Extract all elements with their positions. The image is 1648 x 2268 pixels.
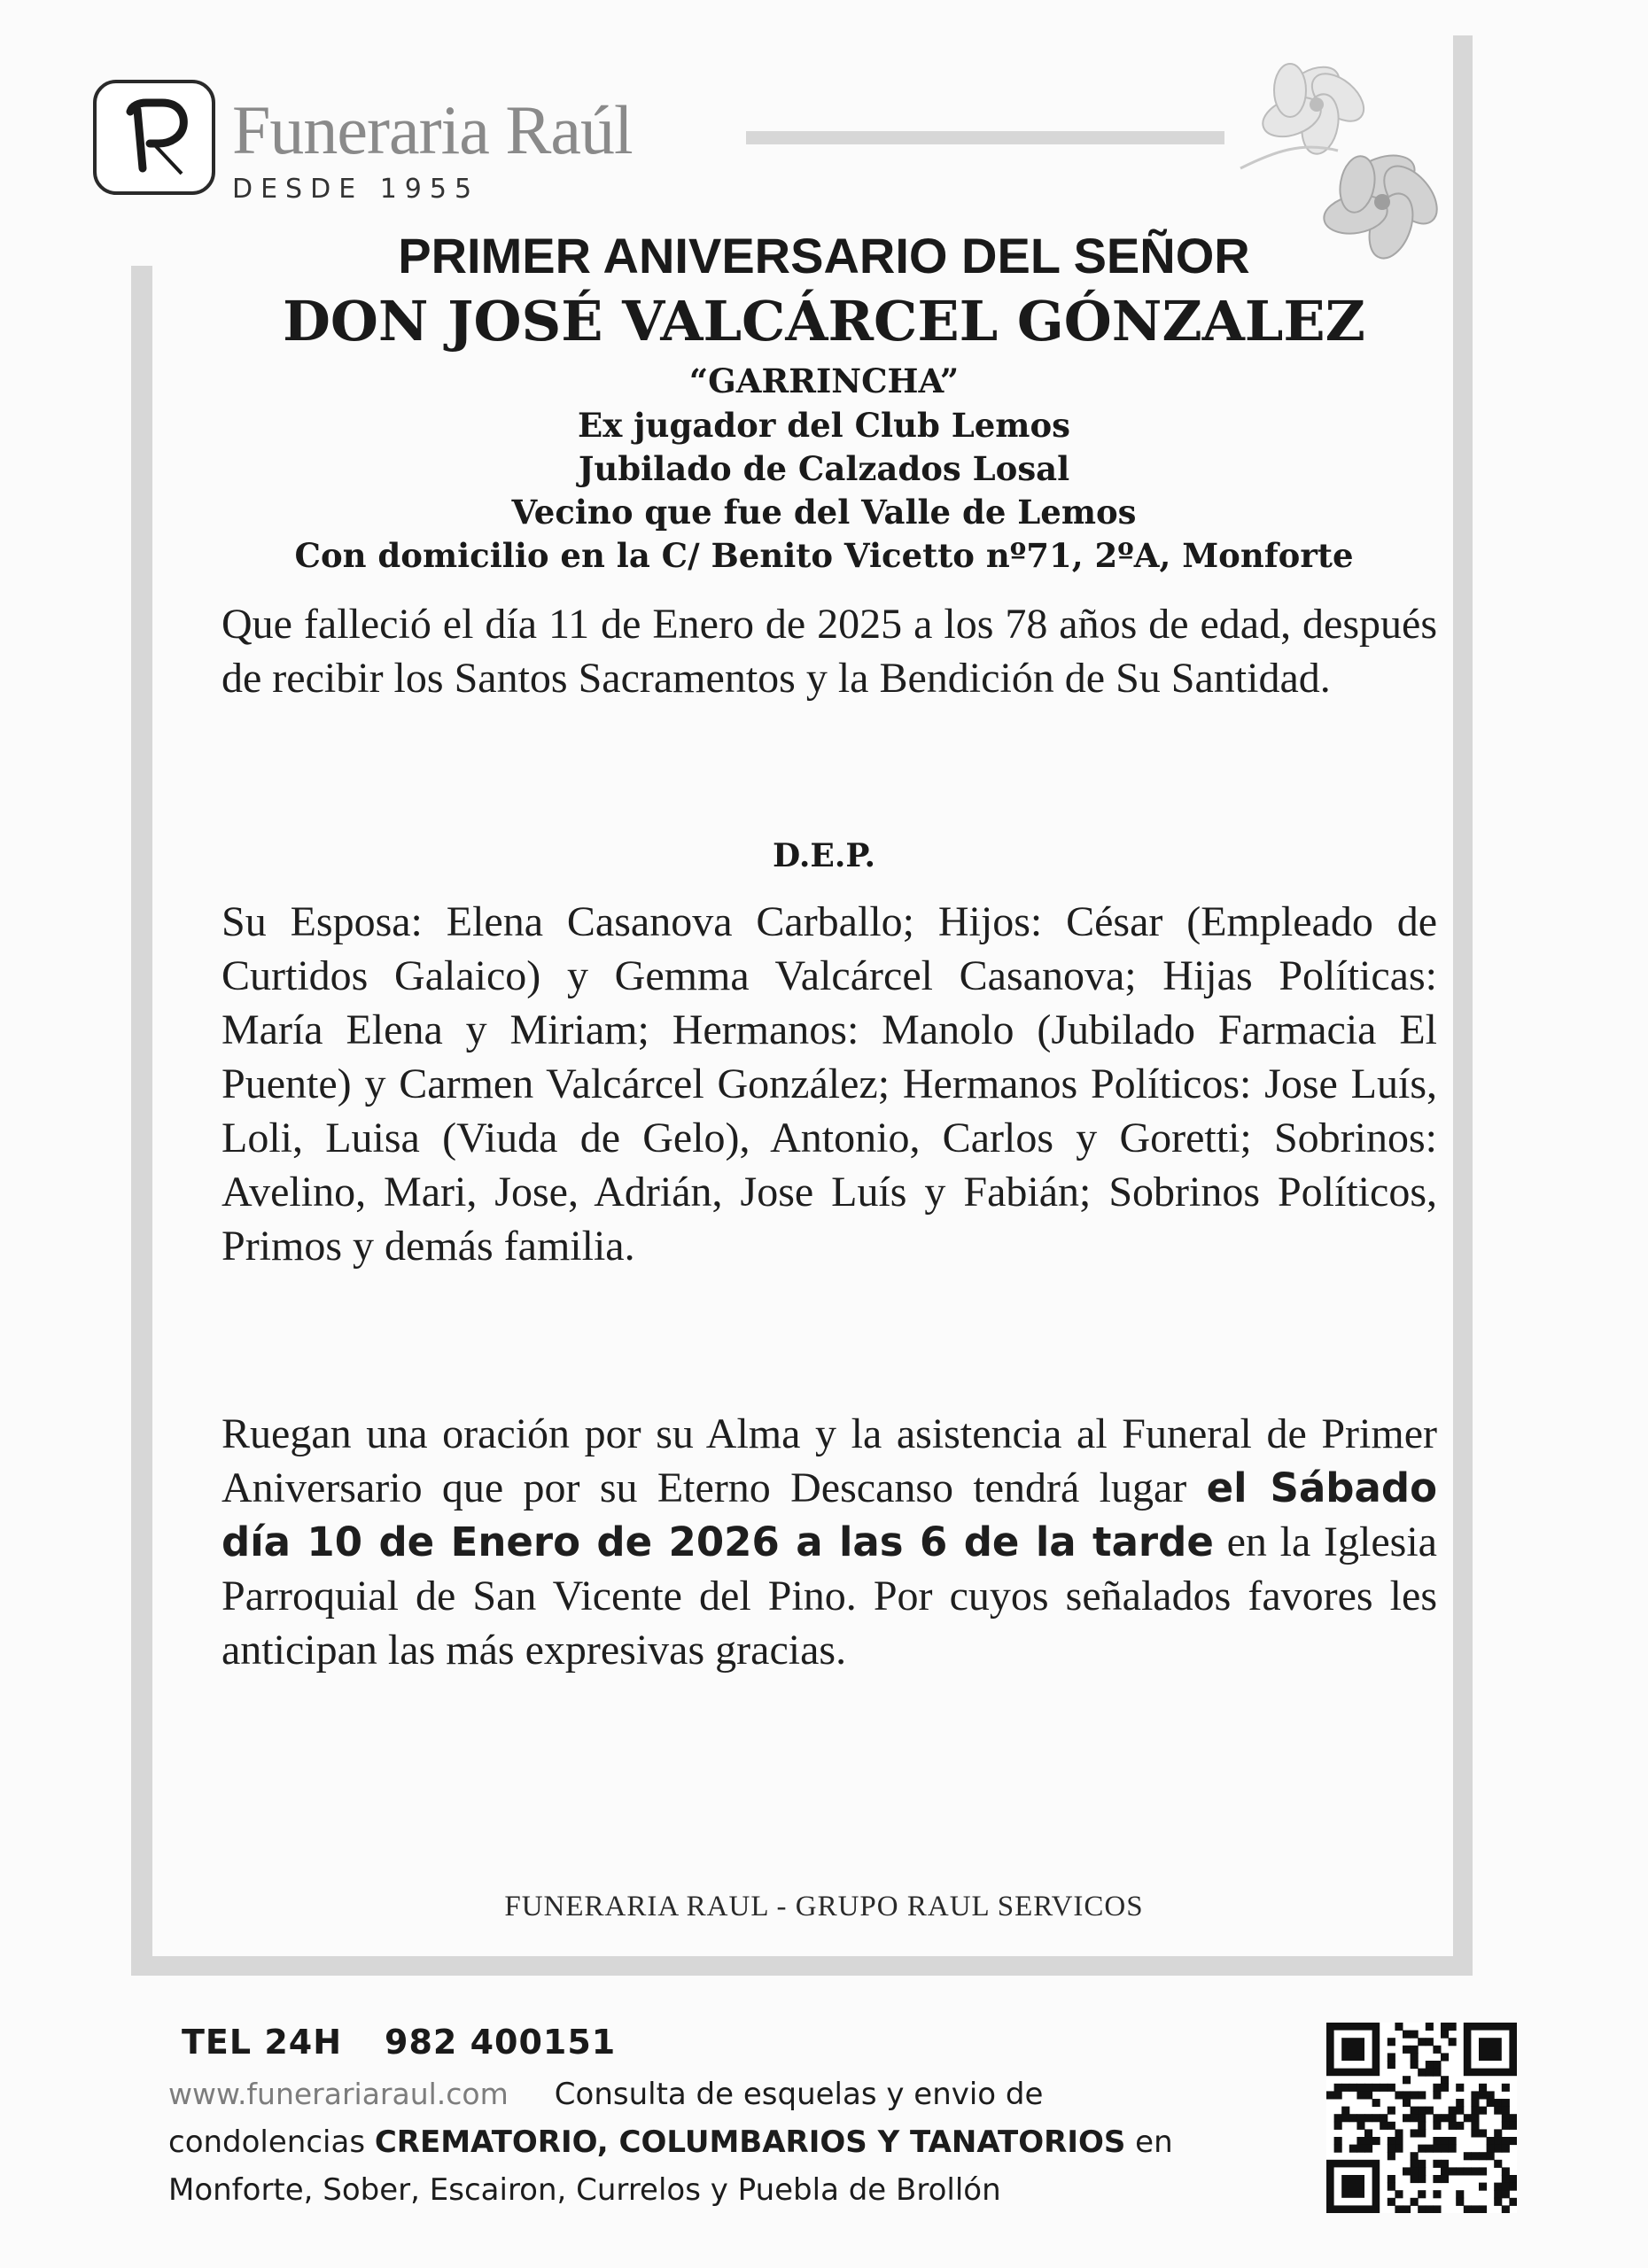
tel-label: TEL 24H <box>182 2023 343 2062</box>
heading-line-2: DON JOSÉ VALCÁRCEL GÓNZALEZ <box>283 289 1365 353</box>
qr-code-icon[interactable] <box>1326 2023 1517 2213</box>
service-paragraph <box>222 1407 1437 1677</box>
service-after: en la Iglesia Parroquial de San Vicente del Pino. Por cuyos señalados favores les anticipan las más expresivas gracias. <box>222 1518 1437 1674</box>
detail-job: Jubilado de Calzados Losal <box>578 449 1070 488</box>
brand-since: DESDE 1955 <box>232 174 480 205</box>
tel-line <box>182 2023 616 2062</box>
frame-top-bar <box>746 131 1224 144</box>
detail-club: Ex jugador del Club Lemos <box>578 406 1070 445</box>
detail-address: Con domicilio en la C/ Benito Vicetto nº71, 2ºA, Monforte <box>294 536 1354 575</box>
family-paragraph: Su Esposa: Elena Casanova Carballo; Hijos: César (Empleado de Curtidos Galaico) y Gemma Valcárcel Casanova; Hijas Políticas: María Elena y Miriam; Hermanos: Manolo (Jubilado Farmacia El Puente) y Carmen Valcárcel González; Hermanos Políticos: Jose Luís, Loli, Luisa (Viuda de Gelo), Antonio, Carlos y Goretti; Sobrinos: Avelino, Mari, Jose, Adrián, Jose Luís y Fabián; Sobrinos Políticos, Primos y demás familia. <box>222 898 1437 1270</box>
contact-line-2 <box>168 2124 1173 2160</box>
contact-line-2-prefix: condolencias <box>168 2124 375 2160</box>
dep-label: D.E.P. <box>772 837 876 874</box>
logo-r-icon <box>93 80 215 195</box>
detail-neighbour: Vecino que fue del Valle de Lemos <box>511 493 1137 532</box>
death-notice: Que falleció el día 11 de Enero de 2025 a los 78 años de edad, después de recibir los Santos Sacramentos y la Bendición de Su Santidad. <box>222 601 1437 702</box>
contact-line-1 <box>168 2077 1043 2112</box>
footer-group: FUNERARIA RAUL - GRUPO RAUL SERVICOS <box>504 1891 1144 1922</box>
contact-line-2-suffix: en <box>1125 2124 1173 2160</box>
nickname: “GARRINCHA” <box>688 361 960 400</box>
contact-line-1-text: Consulta de esquelas y envio de <box>554 2077 1044 2112</box>
service-intro: Ruegan una oración por su Alma y la asistencia al Funeral de Primer Aniversario que por su Eterno Descanso tendrá lugar <box>222 1410 1437 1511</box>
website-link[interactable]: www.funerariaraul.com <box>168 2077 509 2111</box>
service-datetime: el Sábado día 10 de Enero de 2026 a las 6 de la tarde <box>222 1464 1438 1565</box>
heading-line-1: PRIMER ANIVERSARIO DEL SEÑOR <box>398 228 1250 284</box>
tel-number: 982 400151 <box>385 2023 617 2062</box>
frame-bottom-bar <box>131 1956 1473 1976</box>
brand-name: Funeraria Raúl <box>232 91 633 168</box>
contact-line-3: Monforte, Sober, Escairon, Currelos y Puebla de Brollón <box>168 2172 1001 2208</box>
contact-line-2-bold: CREMATORIO, COLUMBARIOS Y TANATORIOS <box>374 2124 1126 2160</box>
